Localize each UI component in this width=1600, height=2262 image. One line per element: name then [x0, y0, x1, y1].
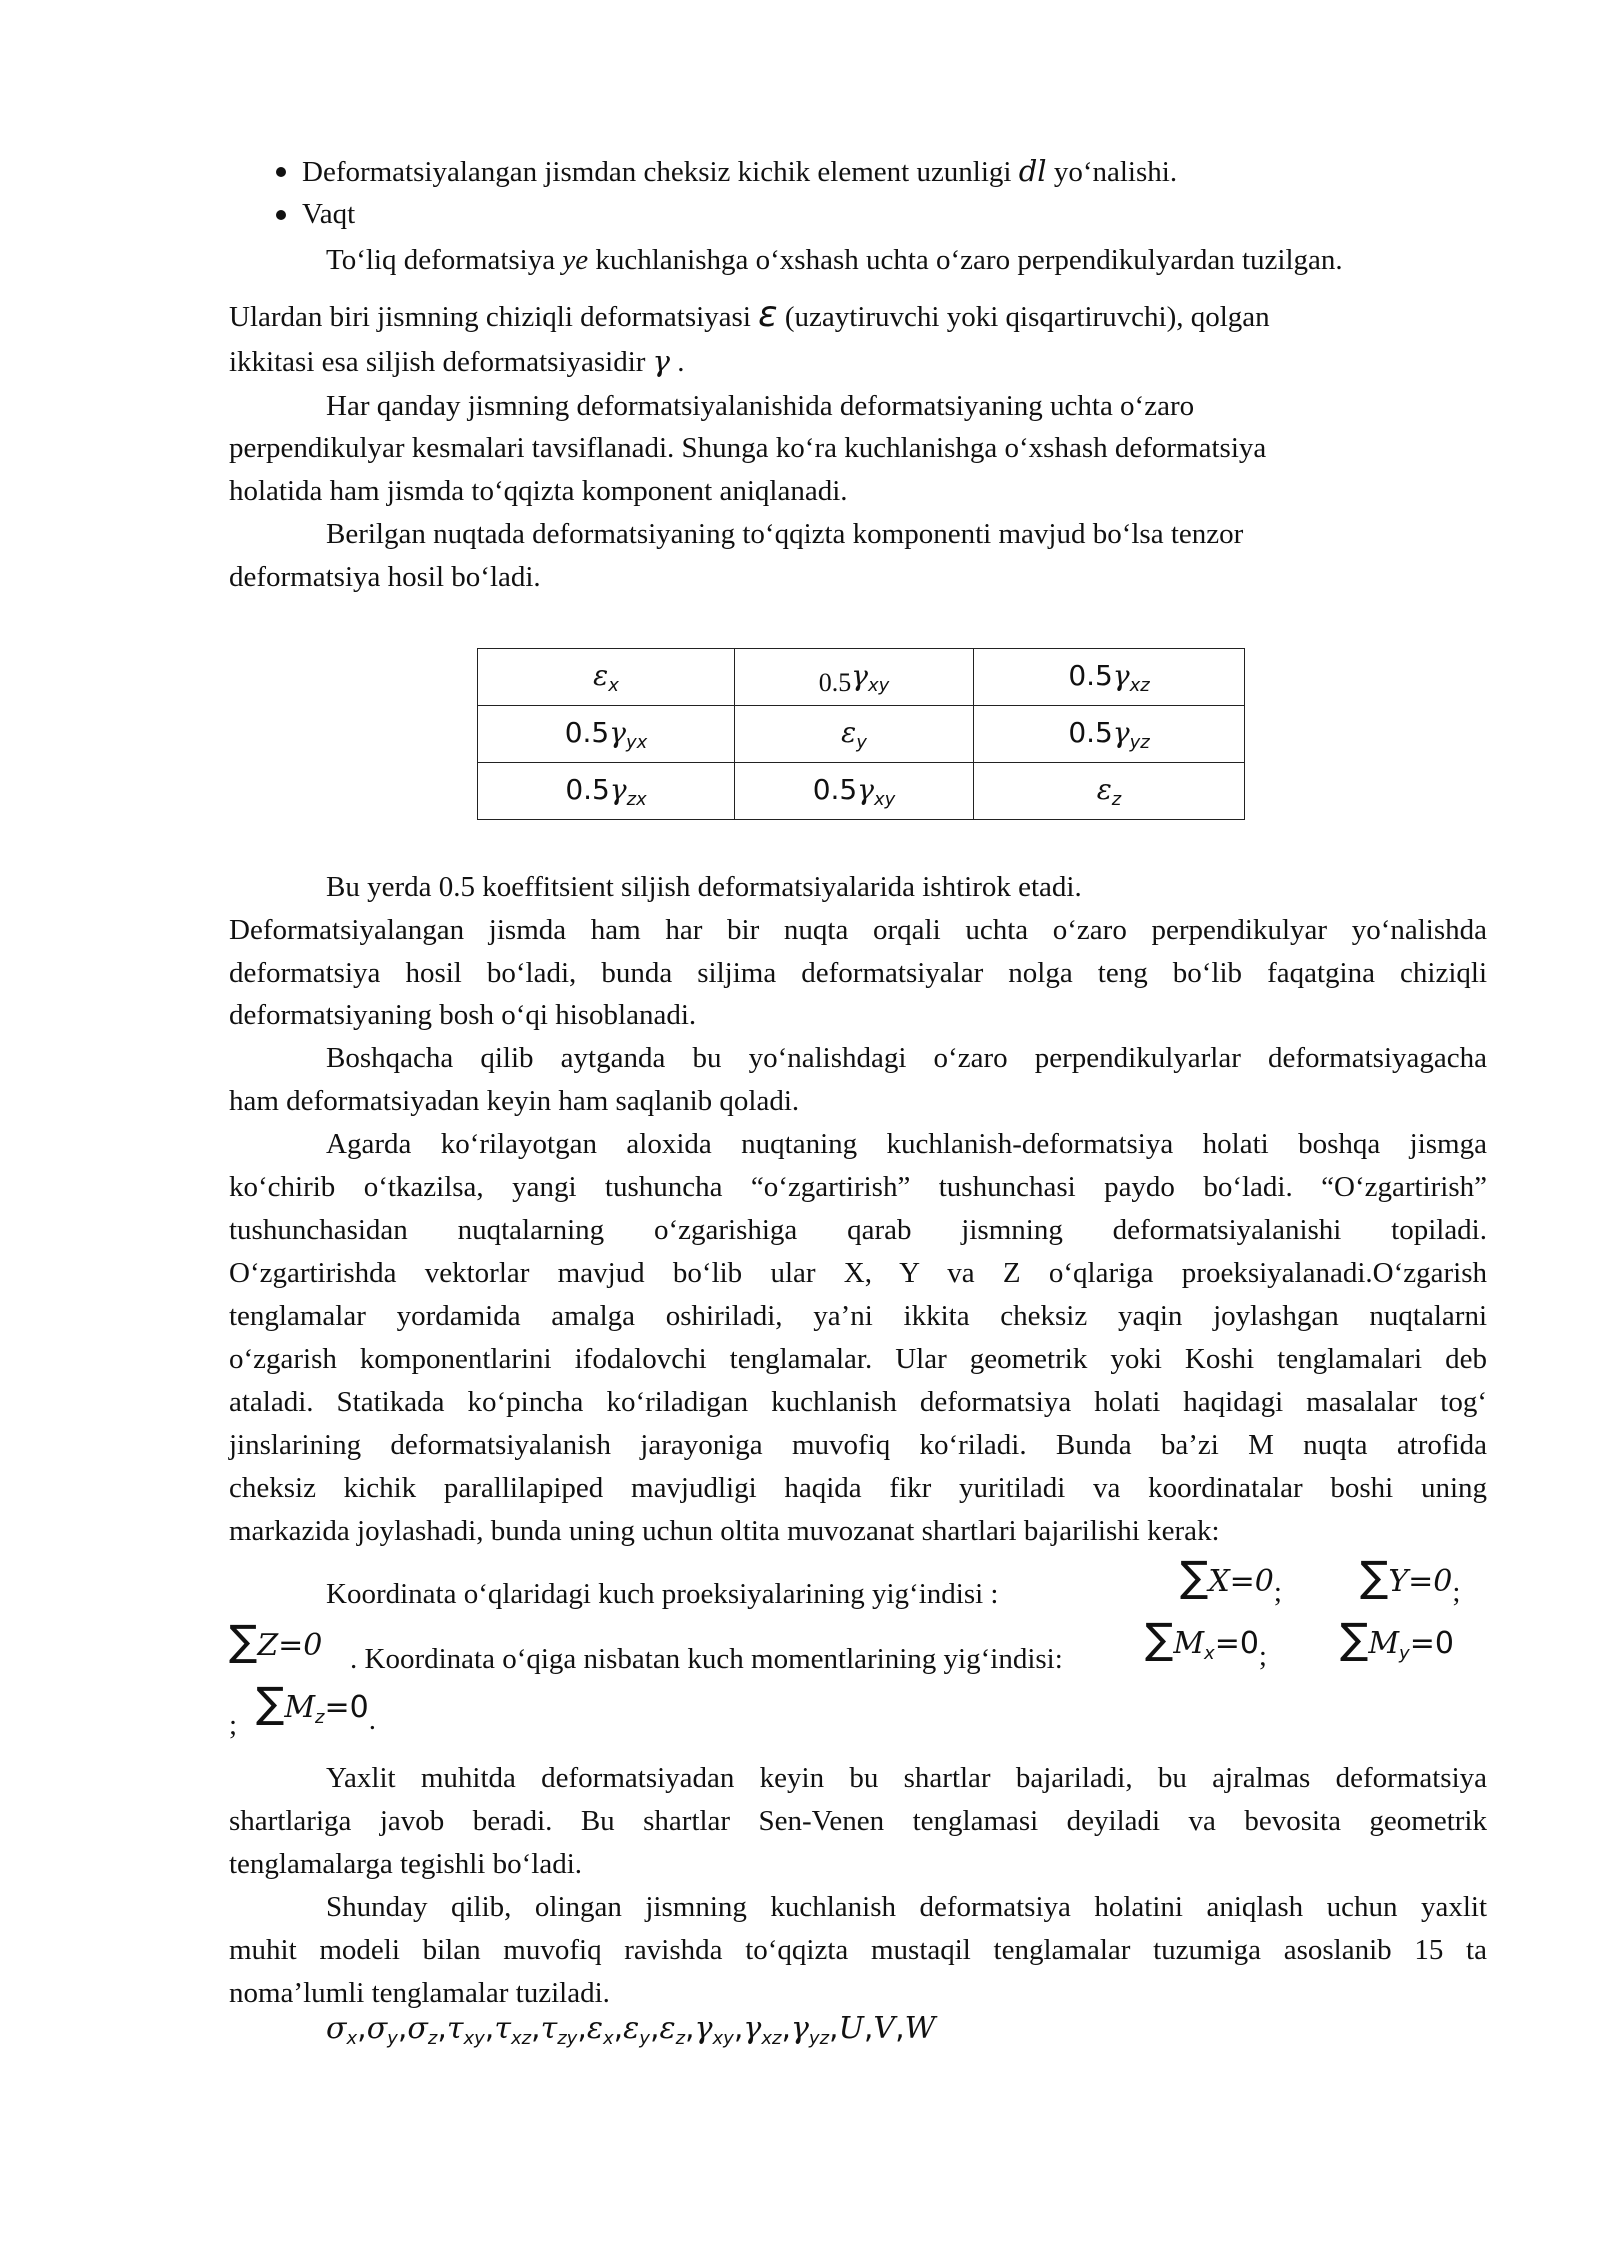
tensor-cell: $0.5\gamma_{xz}$	[974, 649, 1245, 706]
text: Ulardan biri jismning chiziqli deformatsiyasi	[229, 301, 759, 333]
paragraph-line: Berilgan nuqtada deformatsiyaning to‘qqizta komponenti mavjud bo‘lsa tenzor	[326, 518, 1244, 550]
comma-separator: ,	[437, 2011, 447, 2046]
sum-icon: ∑	[229, 1616, 258, 1665]
paragraph-line: tenglamalar yordamida amalga oshiriladi, ya’ni ikkita cheksiz yaqin joylashgan nuqtalarni	[229, 1300, 1487, 1332]
paragraph-line: o‘zgarish komponentlarini ifodalovchi tenglamalar. Ular geometrik yoki Koshi tenglamalari deb	[229, 1343, 1487, 1375]
tensor-cell: $0.5\gamma_{yz}$	[974, 706, 1245, 763]
paragraph-line: Yaxlit muhitda deformatsiyadan keyin bu shartlar bajariladi, bu ajralmas deformatsiya	[326, 1762, 1487, 1794]
equation-sum-x: ∑X=0;	[1180, 1552, 1282, 1608]
unknown-symbol: ε	[659, 2011, 676, 2046]
equation-moment-y: $\sum M_y=0$	[1340, 1614, 1454, 1664]
unknown-symbol: τ	[446, 2011, 464, 2046]
tensor-cell: $\varepsilon_y$	[735, 706, 974, 763]
paragraph-line: ham deformatsiyadan keyin ham saqlanib qoladi.	[229, 1085, 800, 1117]
unknown-subscript: z	[427, 2028, 438, 2049]
paragraph-line: . Koordinata o‘qiga nisbatan kuch momentlarining yig‘indisi:	[350, 1643, 1063, 1675]
comma-separator: ,	[397, 2011, 408, 2046]
bullet-item	[302, 197, 355, 231]
paragraph-line: shartlariga javob beradi. Bu shartlar Sen-Venen tenglamasi deyiladi va bevosita geometrik	[229, 1805, 1487, 1837]
paragraph-line	[229, 294, 1270, 335]
unknown-subscript: xz	[510, 2028, 532, 2049]
sum-icon: ∑	[1340, 1614, 1369, 1663]
var-dl: dl	[1018, 154, 1047, 188]
sum-icon: ∑	[1145, 1614, 1174, 1663]
unknowns-list	[326, 2012, 935, 2056]
equation-moment-z: $\sum M_z=0$.	[256, 1678, 376, 1736]
unknown-symbol: γ	[694, 2011, 713, 2046]
table-row	[478, 649, 1245, 706]
unknown-symbol: σ	[366, 2011, 388, 2046]
tensor-cell: $0.5\gamma_{xy}$	[735, 649, 974, 706]
unknown-symbol: ε	[586, 2011, 603, 2046]
paragraph-line: deformatsiya hosil bo‘ladi.	[229, 561, 541, 593]
unknown-symbol: γ	[790, 2011, 809, 2046]
text: To‘liq deformatsiya	[326, 244, 563, 276]
comma-separator: ,	[863, 2011, 874, 2046]
paragraph-line: Koordinata o‘qlaridagi kuch proeksiyalarining yig‘indisi :	[326, 1578, 999, 1610]
paragraph-line: perpendikulyar kesmalari tavsiflanadi. Shunga ko‘ra kuchlanishga o‘xshash deformatsiya	[229, 432, 1267, 464]
paragraph-line: Agarda ko‘rilayotgan aloxida nuqtaning kuchlanish-deformatsiya holati boshqa jismga	[326, 1128, 1487, 1160]
epsilon-symbol: ε	[758, 294, 778, 335]
unknown-subscript: xy	[712, 2028, 734, 2049]
unknown-symbol: ε	[623, 2011, 640, 2046]
bullet-tail: yo‘nalishi.	[1046, 156, 1178, 188]
table-row	[478, 763, 1245, 820]
gamma-symbol: γ	[652, 344, 671, 378]
unknown-subscript: zy	[557, 2028, 578, 2049]
paragraph-line: deformatsiyaning bosh o‘qi hisoblanadi.	[229, 999, 697, 1031]
comma-separator: ,	[613, 2011, 624, 2046]
paragraph-line	[229, 344, 685, 379]
paragraph-line: ataladi. Statikada ko‘pincha ko‘riladigan kuchlanish deformatsiya holati haqidagi masalalar tog‘	[229, 1386, 1487, 1418]
comma-separator: ,	[357, 2011, 367, 2046]
tensor-cell: $\varepsilon_x$	[478, 649, 735, 706]
comma-separator: ,	[484, 2011, 495, 2046]
unknown-symbol: σ	[407, 2011, 428, 2046]
paragraph-line	[326, 243, 1343, 277]
unknown-subscript: x	[346, 2028, 358, 2049]
paragraph-line: jinslarining deformatsiyalanish jarayoniga muvofiq ko‘riladi. Bunda ba’zi M nuqta atrofida	[229, 1429, 1487, 1461]
sum-icon: ∑	[256, 1678, 285, 1727]
tensor-cell: $\varepsilon_z$	[974, 763, 1245, 820]
unknown-symbol: τ	[540, 2011, 558, 2046]
bullet-dot	[276, 210, 286, 220]
comma-separator: ,	[685, 2011, 695, 2046]
unknown-symbol: σ	[326, 2011, 347, 2046]
paragraph-line: holatida ham jismda to‘qqizta komponent aniqlanadi.	[229, 475, 848, 507]
unknown-symbol: V	[873, 2011, 896, 2046]
comma-separator: ,	[649, 2011, 660, 2046]
paragraph-line: deformatsiya hosil bo‘ladi, bunda siljima deformatsiyalar nolga teng bo‘lib faqatgina chiziqli	[229, 957, 1487, 989]
bullet-text: Vaqt	[302, 198, 356, 230]
var-ye: ye	[562, 244, 589, 276]
comma-separator: ,	[895, 2011, 905, 2046]
tensor-cell: $0.5\gamma_{xy}$	[735, 763, 974, 820]
unknown-subscript: y	[387, 2028, 398, 2049]
text: kuchlanishga o‘xshash uchta o‘zaro perpendikulyardan tuzilgan.	[588, 244, 1343, 276]
tensor-cell: $0.5\gamma_{yx}$	[478, 706, 735, 763]
unknown-subscript: xy	[463, 2028, 485, 2049]
paragraph-line: Bu yerda 0.5 koeffitsient siljish deformatsiyalarida ishtirok etadi.	[326, 871, 1082, 903]
strain-tensor-table	[477, 648, 1245, 820]
paragraph-line: markazida joylashadi, bunda uning uchun oltita muvozanat shartlari bajarilishi kerak:	[229, 1515, 1220, 1547]
unknown-subscript: z	[675, 2028, 686, 2049]
paragraph-line: O‘zgartirishda vektorlar mavjud bo‘lib ular X, Y va Z o‘qlariga proeksiyalanadi.O‘zgarish	[229, 1257, 1487, 1289]
equation-moment-x: $\sum M_x=0$;	[1145, 1614, 1267, 1672]
unknown-subscript: y	[639, 2028, 650, 2049]
comma-separator: ,	[531, 2011, 541, 2046]
paragraph-line: tushunchasidan nuqtalarning o‘zgarishiga qarab jismning deformatsiyalanishi topiladi.	[229, 1214, 1487, 1246]
text: .	[670, 346, 685, 378]
paragraph-line: noma’lumli tenglamalar tuziladi.	[229, 1977, 610, 2009]
paragraph-line: Deformatsiyalangan jismda ham har bir nuqta orqali uchta o‘zaro perpendikulyar yo‘nalishda	[229, 914, 1487, 946]
semicolon: ;	[229, 1709, 238, 1741]
unknown-symbol: W	[904, 2011, 936, 2046]
bullet-text: Deformatsiyalangan jismdan cheksiz kichik element uzunligi	[302, 156, 1019, 188]
paragraph-line: Boshqacha qilib aytganda bu yo‘nalishdagi o‘zaro perpendikulyarlar deformatsiyagacha	[326, 1042, 1487, 1074]
bullet-dot	[276, 167, 286, 177]
bullet-item	[302, 154, 1177, 189]
equation-sum-y: ∑Y=0;	[1360, 1552, 1461, 1608]
unknown-symbol: γ	[743, 2011, 762, 2046]
unknown-symbol: τ	[494, 2011, 511, 2046]
tensor-cell: $0.5\gamma_{zx}$	[478, 763, 735, 820]
paragraph-line: tenglamalarga tegishli bo‘ladi.	[229, 1848, 582, 1880]
comma-separator: ,	[781, 2011, 791, 2046]
sum-icon: ∑	[1360, 1552, 1389, 1601]
table-row	[478, 706, 1245, 763]
equation-sum-z: ∑Z=0	[229, 1616, 323, 1665]
comma-separator: ,	[733, 2011, 744, 2046]
paragraph-line: ko‘chirib o‘tkazilsa, yangi tushuncha “o‘zgartirish” tushunchasi paydo bo‘ladi. “O‘zgartirish”	[229, 1171, 1487, 1203]
unknown-subscript: xz	[761, 2028, 782, 2049]
paragraph-line: cheksiz kichik parallilapiped mavjudligi haqida fikr yuritiladi va koordinatalar boshi uning	[229, 1472, 1487, 1504]
paragraph-line: Shunday qilib, olingan jismning kuchlanish deformatsiya holatini aniqlash uchun yaxlit	[326, 1891, 1487, 1923]
unknown-subscript: x	[602, 2028, 614, 2049]
sum-icon: ∑	[1180, 1552, 1209, 1601]
unknown-symbol: U	[838, 2011, 864, 2046]
comma-separator: ,	[577, 2011, 587, 2046]
unknown-subscript: yz	[808, 2028, 830, 2049]
text: (uzaytiruvchi yoki qisqartiruvchi), qolgan	[777, 301, 1270, 333]
text: ikkitasi esa siljish deformatsiyasidir	[229, 346, 653, 378]
paragraph-line: muhit modeli bilan muvofiq ravishda to‘qqizta mustaqil tenglamalar tuzumiga asoslanib 15 ta	[229, 1934, 1487, 1966]
paragraph-line: Har qanday jismning deformatsiyalanishida deformatsiyaning uchta o‘zaro	[326, 390, 1195, 422]
comma-separator: ,	[829, 2011, 839, 2046]
